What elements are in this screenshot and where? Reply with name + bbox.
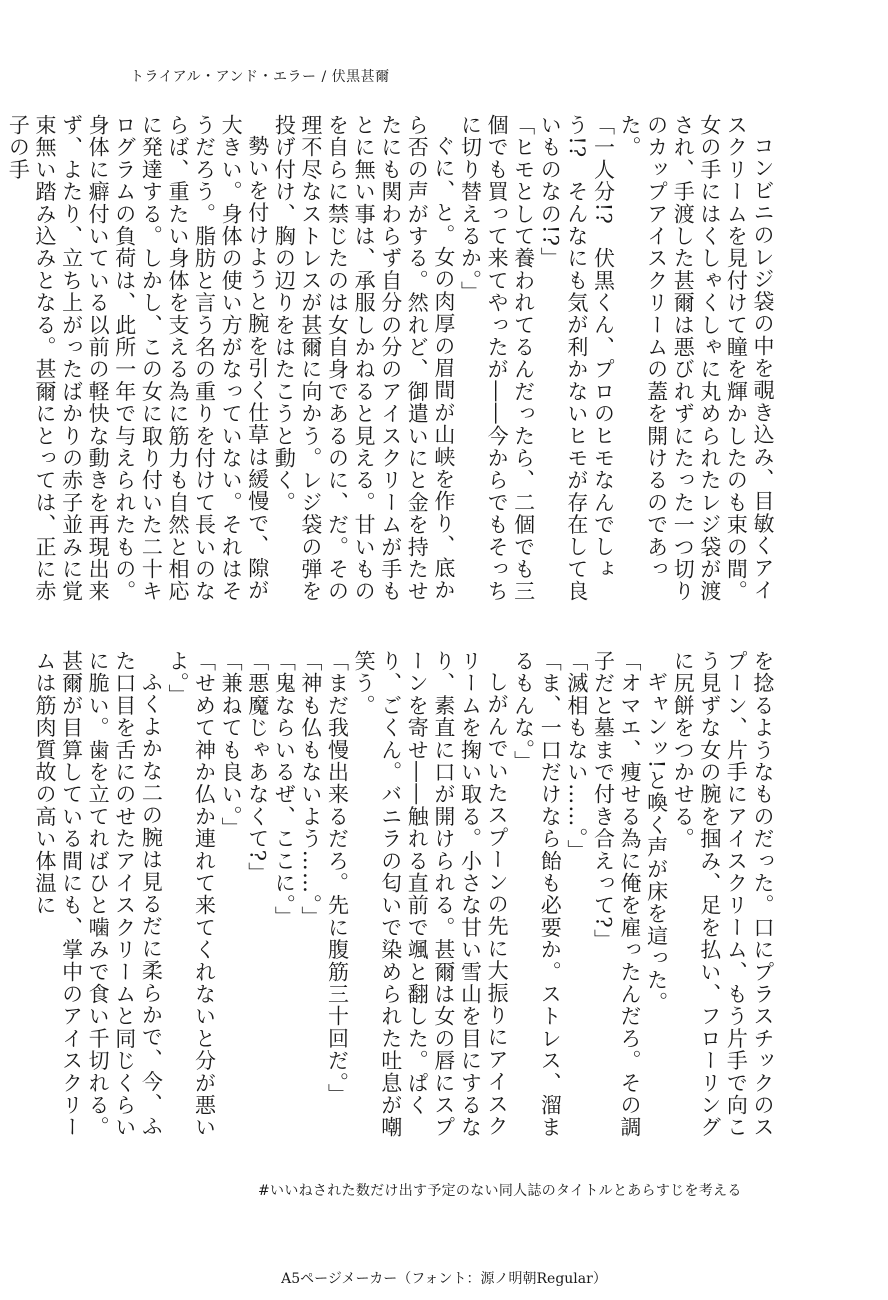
paragraph: 「オマエ、痩せる為に俺を雇ったんだろ。その調子だと墓まで付き合えって?」 — [591, 650, 643, 1139]
paragraph: ギャンッ!と喚く声が床を這った。 — [644, 671, 669, 1014]
hashtag-text: #いいねされた数だけ出す予定のない同人誌のタイトルとあらすじを考える — [258, 1183, 742, 1199]
paragraph: 勢いを付けようと腕を引く仕草は緩慢で、隙が大きい。身体の使い方がなっていない。それはそうだろう。脂肪と言う名の重りを付けて長いのならば、重たい身体を支える為に筋力も自然と相応に発達する。しかし、この女に取り付いた二十キログラムの負荷は、此所一年で与えられたもの。身体に癖付いている以前の軽快な動きを再現出来ず、よたり、立ち上がったばかりの赤子並みに覚束無い踏み込みとなる。甚爾にとっては、正に赤子の手 — [6, 114, 270, 603]
paragraph: 「せめて神か仏か連れて来てくれないと分が悪いよ。」 — [165, 650, 217, 1139]
paragraph: を捻るようなものだった。口にプラスチックのスプーン、片手にアイスクリーム、もう片手で向こう見ずな女の腕を掴み、足を払い、フローリングに尻餅をつかせる。 — [671, 650, 775, 1139]
paragraph: しがんでいたスプーンの先に大振りにアイスクリームを掬い取る。小さな甘い雪山を目にするなり、素直に口が開けられる。甚爾は女の唇にスプーンを寄せ――触れる直前で颯と翻した。ぱくり、ごくん。バニラの匂いで染められた吐息が嘲笑う。 — [352, 650, 510, 1139]
page-header-title: トライアル・アンド・エラー / 伏黒甚爾 — [130, 69, 390, 85]
paragraph: 「鬼ならいるぜ、ここに。」 — [272, 650, 297, 929]
paragraph: 「まだ我慢出来るだろ。先に腹筋三十回だ。」 — [325, 650, 350, 1106]
paragraph: 「悪魔じゃあなくて?」 — [245, 650, 270, 885]
paragraph: 「ヒモとして養われてるんだったら、二個でも三個でも買って来てやったが――今からでもそっちに切り替えるか。」 — [458, 114, 536, 603]
footer-credit: A5ページメーカー（フォント：源ノ明朝Regular） — [281, 1271, 607, 1287]
paragraph: 「兼ねても良い。」 — [219, 650, 244, 840]
paragraph: 「滅相もない……。」 — [564, 650, 589, 862]
paragraph: 「一人分!? 伏黒くん、プロのヒモなんでしょう!? そんなにも気が利かないヒモが存在して良いものなの!?」 — [538, 114, 616, 603]
body-text-upper — [6, 114, 776, 610]
paragraph: ふくよかな二の腕は見るだに柔らかで、今、ふた口目を舌にのせたアイスクリームと同じくらいに脆い。歯を立てればひと噛みで食い千切れる。甚爾が目算している間にも、掌中のアイスクリームは筋肉質故の高い体温に — [32, 650, 164, 1139]
paragraph: 「神も仏もないよう……。」 — [298, 650, 323, 929]
paragraph: コンビニのレジ袋の中を覗き込み、目敏くアイスクリームを見付けて瞳を輝かしたのも束の間。女の手にはくしゃくしゃに丸められたレジ袋が渡され、手渡した甚爾は悪びれずにたった一つ切りのカップアイスクリームの蓋を開けるのであった。 — [618, 114, 775, 603]
paragraph: 「ま、一口だけなら飴も必要か。ストレス、溜まるもんな。」 — [511, 650, 563, 1139]
paragraph: ぐに、と。女の肉厚の眉間が山峡を作り、底から否の声がする。然れど、御遣いにと金を持たせたにも関わらず自分の分のアイスクリームが手もとに無い事は、承服しかねると見える。甘いものを自らに禁じたのは女自身であるのに、だ。その理不尽なストレスが甚爾に向かう。レジ袋の弾を投げ付け、胸の辺りをはたこうと動く。 — [272, 114, 456, 603]
body-text-lower — [32, 650, 776, 1146]
